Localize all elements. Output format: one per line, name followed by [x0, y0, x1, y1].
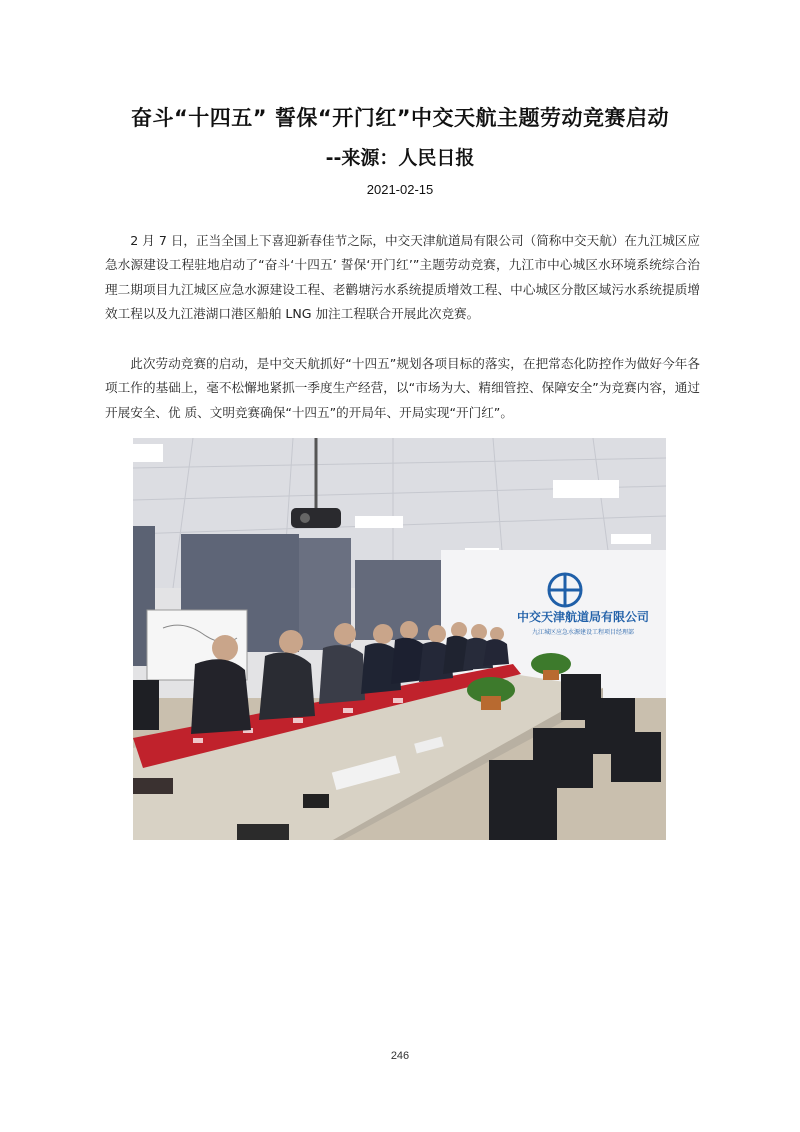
- company-logo-icon: [549, 574, 581, 606]
- article-paragraph-1: 2 月 7 日，正当全国上下喜迎新春佳节之际，中交天津航道局有限公司（简称中交天航）在九江城区应急水源建设工程驻地启动了“奋斗‘十四五’ 誓保‘开门红’”主题劳动竞赛，九江市中心城区水环境系统综合治理二期项目九江城区应急水源建设工程、老鹳塘污水系统提质增效工程、中心城区分散区域污水系统提质增效工程以及九江港湖口港区船舶 LNG 加注工程联合开展此次竞赛。: [105, 233, 700, 322]
- meeting-room-photo: [133, 438, 666, 840]
- article-title: 奋斗“十四五” 誓保“开门红”中交天航主题劳动竞赛启动: [130, 106, 670, 130]
- article-date: 2021-02-15: [366, 182, 434, 197]
- company-sign-text: 中交天津航道局有限公司: [516, 610, 650, 624]
- article-paragraph-2: 此次劳动竞赛的启动，是中交天航抓好“十四五”规划各项目标的落实，在把常态化防控作为做好今年各项工作的基础上，毫不松懈地紧抓一季度生产经营，以“市场为大、精细管控、保障安全”为竞赛内容，通过开展安全、优 质、文明竞赛确保“十四五”的开局年、开局实现“开门红”。: [105, 356, 700, 420]
- article-source: --来源：人民日报: [325, 147, 475, 169]
- company-subsign-text: 九江城区应急水源建设工程项目经理部: [531, 629, 635, 636]
- page-number: 246: [390, 1050, 410, 1062]
